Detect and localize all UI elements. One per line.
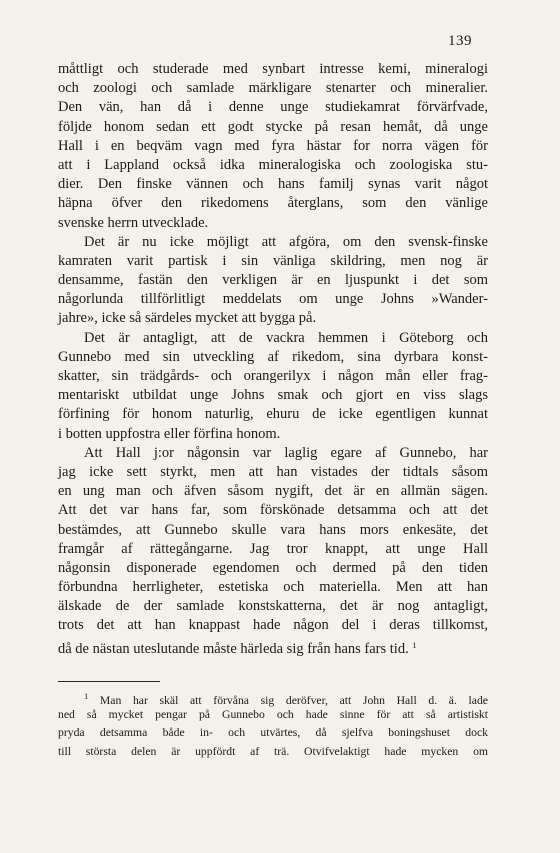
footnote-line: ned så mycket pengar på Gunnebo och hade sinne för att så artistiskt — [58, 707, 488, 721]
body-line: följde honom sedan ett godt stycke på resan hemåt, då unge — [58, 118, 488, 135]
body-line: Det är antagligt, att de vackra hemmen i Göteborg och — [84, 329, 488, 346]
body-line: densamme, fastän den verkligen är en ljuspunkt i det som — [58, 272, 488, 289]
footnote-marker: 1 — [84, 691, 89, 701]
body-line-final-text: då de nästan uteslutande måste härleda sig från hans fars tid. — [58, 640, 409, 657]
body-line: Att det var hans far, som förskönade detsamma och att det — [58, 502, 488, 519]
body-line: bestämdes, att Gunnebo skulle vara hans mors enkesäte, det — [58, 521, 488, 538]
body-line: älskade de der samlade konstskatterna, det är nog antagligt, — [58, 598, 488, 615]
page-number: 139 — [448, 33, 472, 49]
body-line: och zoologi och samlade märkligare stenarter och mineralier. — [58, 80, 488, 97]
body-line: att i Lappland också idka mineralogiska och zoologiska stu- — [58, 156, 488, 173]
body-line-final — [58, 636, 488, 655]
body-line: måttligt och studerade med synbart intresse kemi, mineralogi — [58, 61, 488, 77]
body-line: svenske herrn utvecklade. — [58, 214, 209, 231]
footnote-line-text: Man har skäl att förvåna sig deröfver, att John Hall d. ä. lade — [99, 694, 488, 707]
body-text — [58, 60, 488, 655]
body-line: Gunnebo med sin utveckling af rikedom, sina dyrbara konst- — [58, 348, 488, 365]
body-line: skatter, sin trädgårds- och orangerilyx i någon mån eller frag- — [58, 368, 488, 384]
footnote-line: pryda detsamma både in- och utvärtes, då sjelfva boningshuset dock — [58, 726, 488, 740]
body-line: förbundna herrligheter, estetiska och materiella. Men att han — [58, 579, 488, 596]
body-line: förfining för honom naturlig, ehuru de icke egentligen kunnat — [58, 406, 488, 423]
body-line: Det är nu icke möjligt att afgöra, om den svensk-finske — [84, 233, 488, 250]
body-line: kamraten varit partisk i sin vänliga skildring, men nog är — [58, 252, 488, 269]
body-line: någorlunda tillförlitligt meddelats om unge Johns »Wander- — [58, 291, 488, 308]
body-line: Att Hall j:or någonsin var laglig egare af Gunnebo, har — [84, 444, 488, 461]
body-line: jahre», icke så särdeles mycket att bygga på. — [58, 310, 317, 327]
body-line: dier. Den finske vännen och hans familj synas varit något — [58, 176, 488, 193]
body-line: jag icke sett styrkt, men att han vistades der tidtals såsom — [58, 463, 488, 480]
body-line: framgår af rättegångarne. Jag tror knappt, att unge Hall — [58, 540, 488, 557]
body-line: Den vän, han då i denne unge studiekamrat förvärfvade, — [58, 99, 488, 116]
body-line: i botten uppfostra eller förfina honom. — [58, 425, 281, 442]
footnote-line: till största delen är uppfördt af trä. Otvifvelaktigt hade mycken om — [58, 745, 488, 759]
body-line: en ung man och äfven såsom nygift, det är en allmän sägen. — [58, 483, 488, 500]
body-line: Hall i en beqväm vagn med fyra hästar for norra vägen för — [58, 137, 488, 154]
body-line: häpna öfver den rikedomens återglans, som den vänlige — [58, 195, 488, 212]
body-line: någonsin disponerade egendomen och dermed på den tiden — [58, 559, 488, 576]
body-line: trots det att han knappast hade någon del i deras tillkomst, — [58, 617, 488, 634]
footnote-reference: 1 — [412, 639, 417, 650]
footnote — [58, 687, 488, 762]
footnote-line-first — [58, 687, 488, 706]
footnote-divider — [58, 681, 160, 682]
body-line: mentariskt utbildat unge Johns smak och gjort en viss slags — [58, 387, 488, 404]
